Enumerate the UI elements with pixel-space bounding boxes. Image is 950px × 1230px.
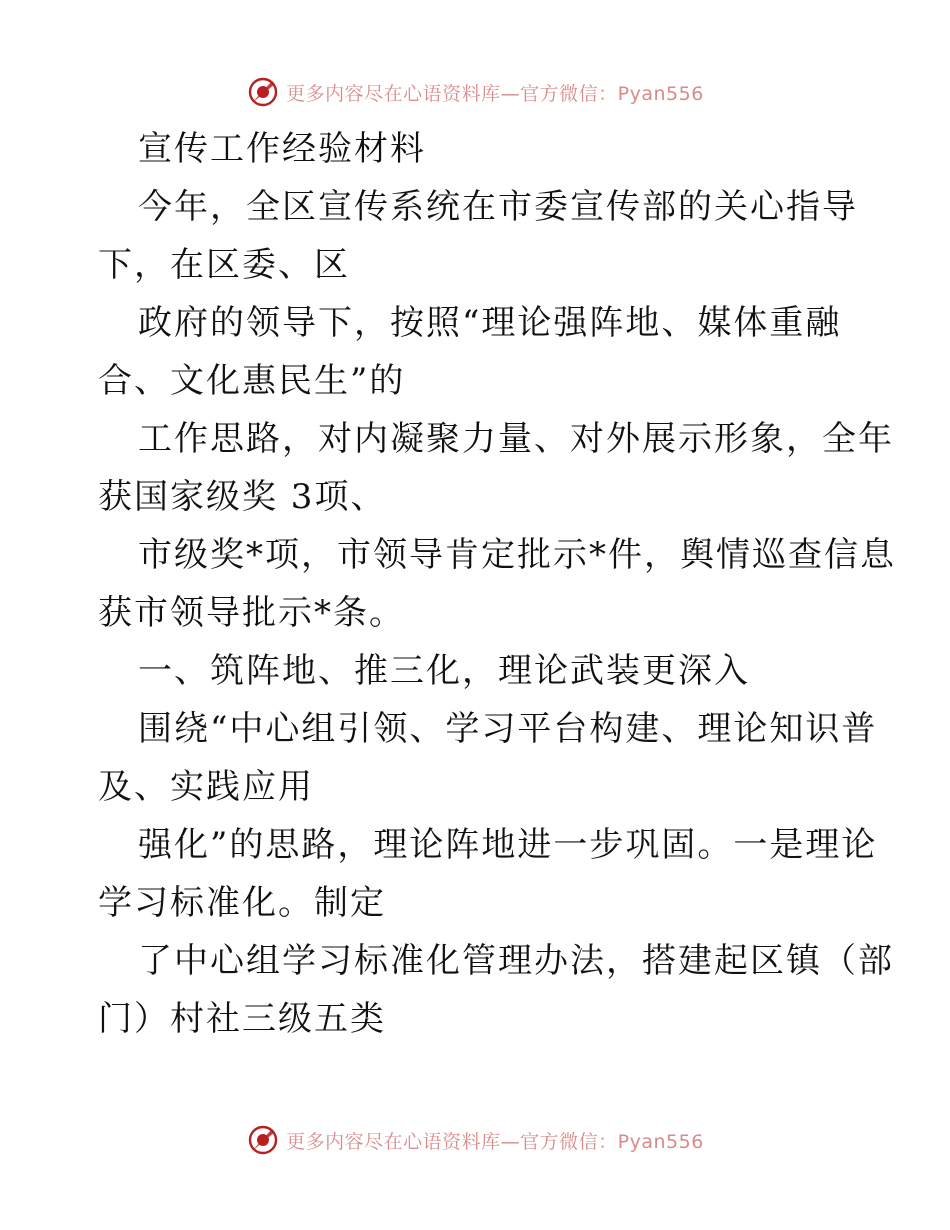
document-body xyxy=(98,120,896,1048)
paragraph-line: 强化”的思路，理论阵地进一步巩固。一是理论 xyxy=(138,825,878,865)
doc-title: 宣传工作经验材料 xyxy=(138,129,426,169)
paragraph-line: 工作思路，对内凝聚力量、对外展示形象，全年 xyxy=(138,419,894,459)
paragraph-line: 政府的领导下，按照“理论强阵地、媒体重融 xyxy=(138,303,842,343)
paragraph-line: 获市领导批示*条。 xyxy=(98,593,405,633)
paragraph-line: 获国家级奖 3项、 xyxy=(98,477,387,517)
paragraph-line: 及、实践应用 xyxy=(98,767,314,807)
paragraph-line: 了中心组学习标准化管理办法，搭建起区镇（部 xyxy=(138,941,894,981)
paragraph-line: 围绕“中心组引领、学习平台构建、理论知识普 xyxy=(138,709,878,749)
watermark-text: 更多内容尽在心语资料库—官方微信：Pyan556 xyxy=(286,82,704,105)
feather-circle-logo-icon xyxy=(246,1123,280,1157)
paragraph-line: 市级奖*项，市领导肯定批示*件，舆情巡查信息 xyxy=(138,535,896,575)
watermark-text: 更多内容尽在心语资料库—官方微信：Pyan556 xyxy=(286,1130,704,1153)
watermark-header xyxy=(0,72,950,112)
paragraph-line: 学习标准化。制定 xyxy=(98,883,386,923)
paragraph-line: 今年，全区宣传系统在市委宣传部的关心指导 xyxy=(138,187,858,227)
watermark-footer xyxy=(0,1120,950,1160)
section-heading: 一、筑阵地、推三化，理论武装更深入 xyxy=(138,651,750,691)
paragraph-line: 合、文化惠民生”的 xyxy=(98,361,406,401)
paragraph-line: 门）村社三级五类 xyxy=(98,999,386,1039)
paragraph-line: 下，在区委、区 xyxy=(98,245,350,285)
feather-circle-logo-icon xyxy=(246,75,280,109)
